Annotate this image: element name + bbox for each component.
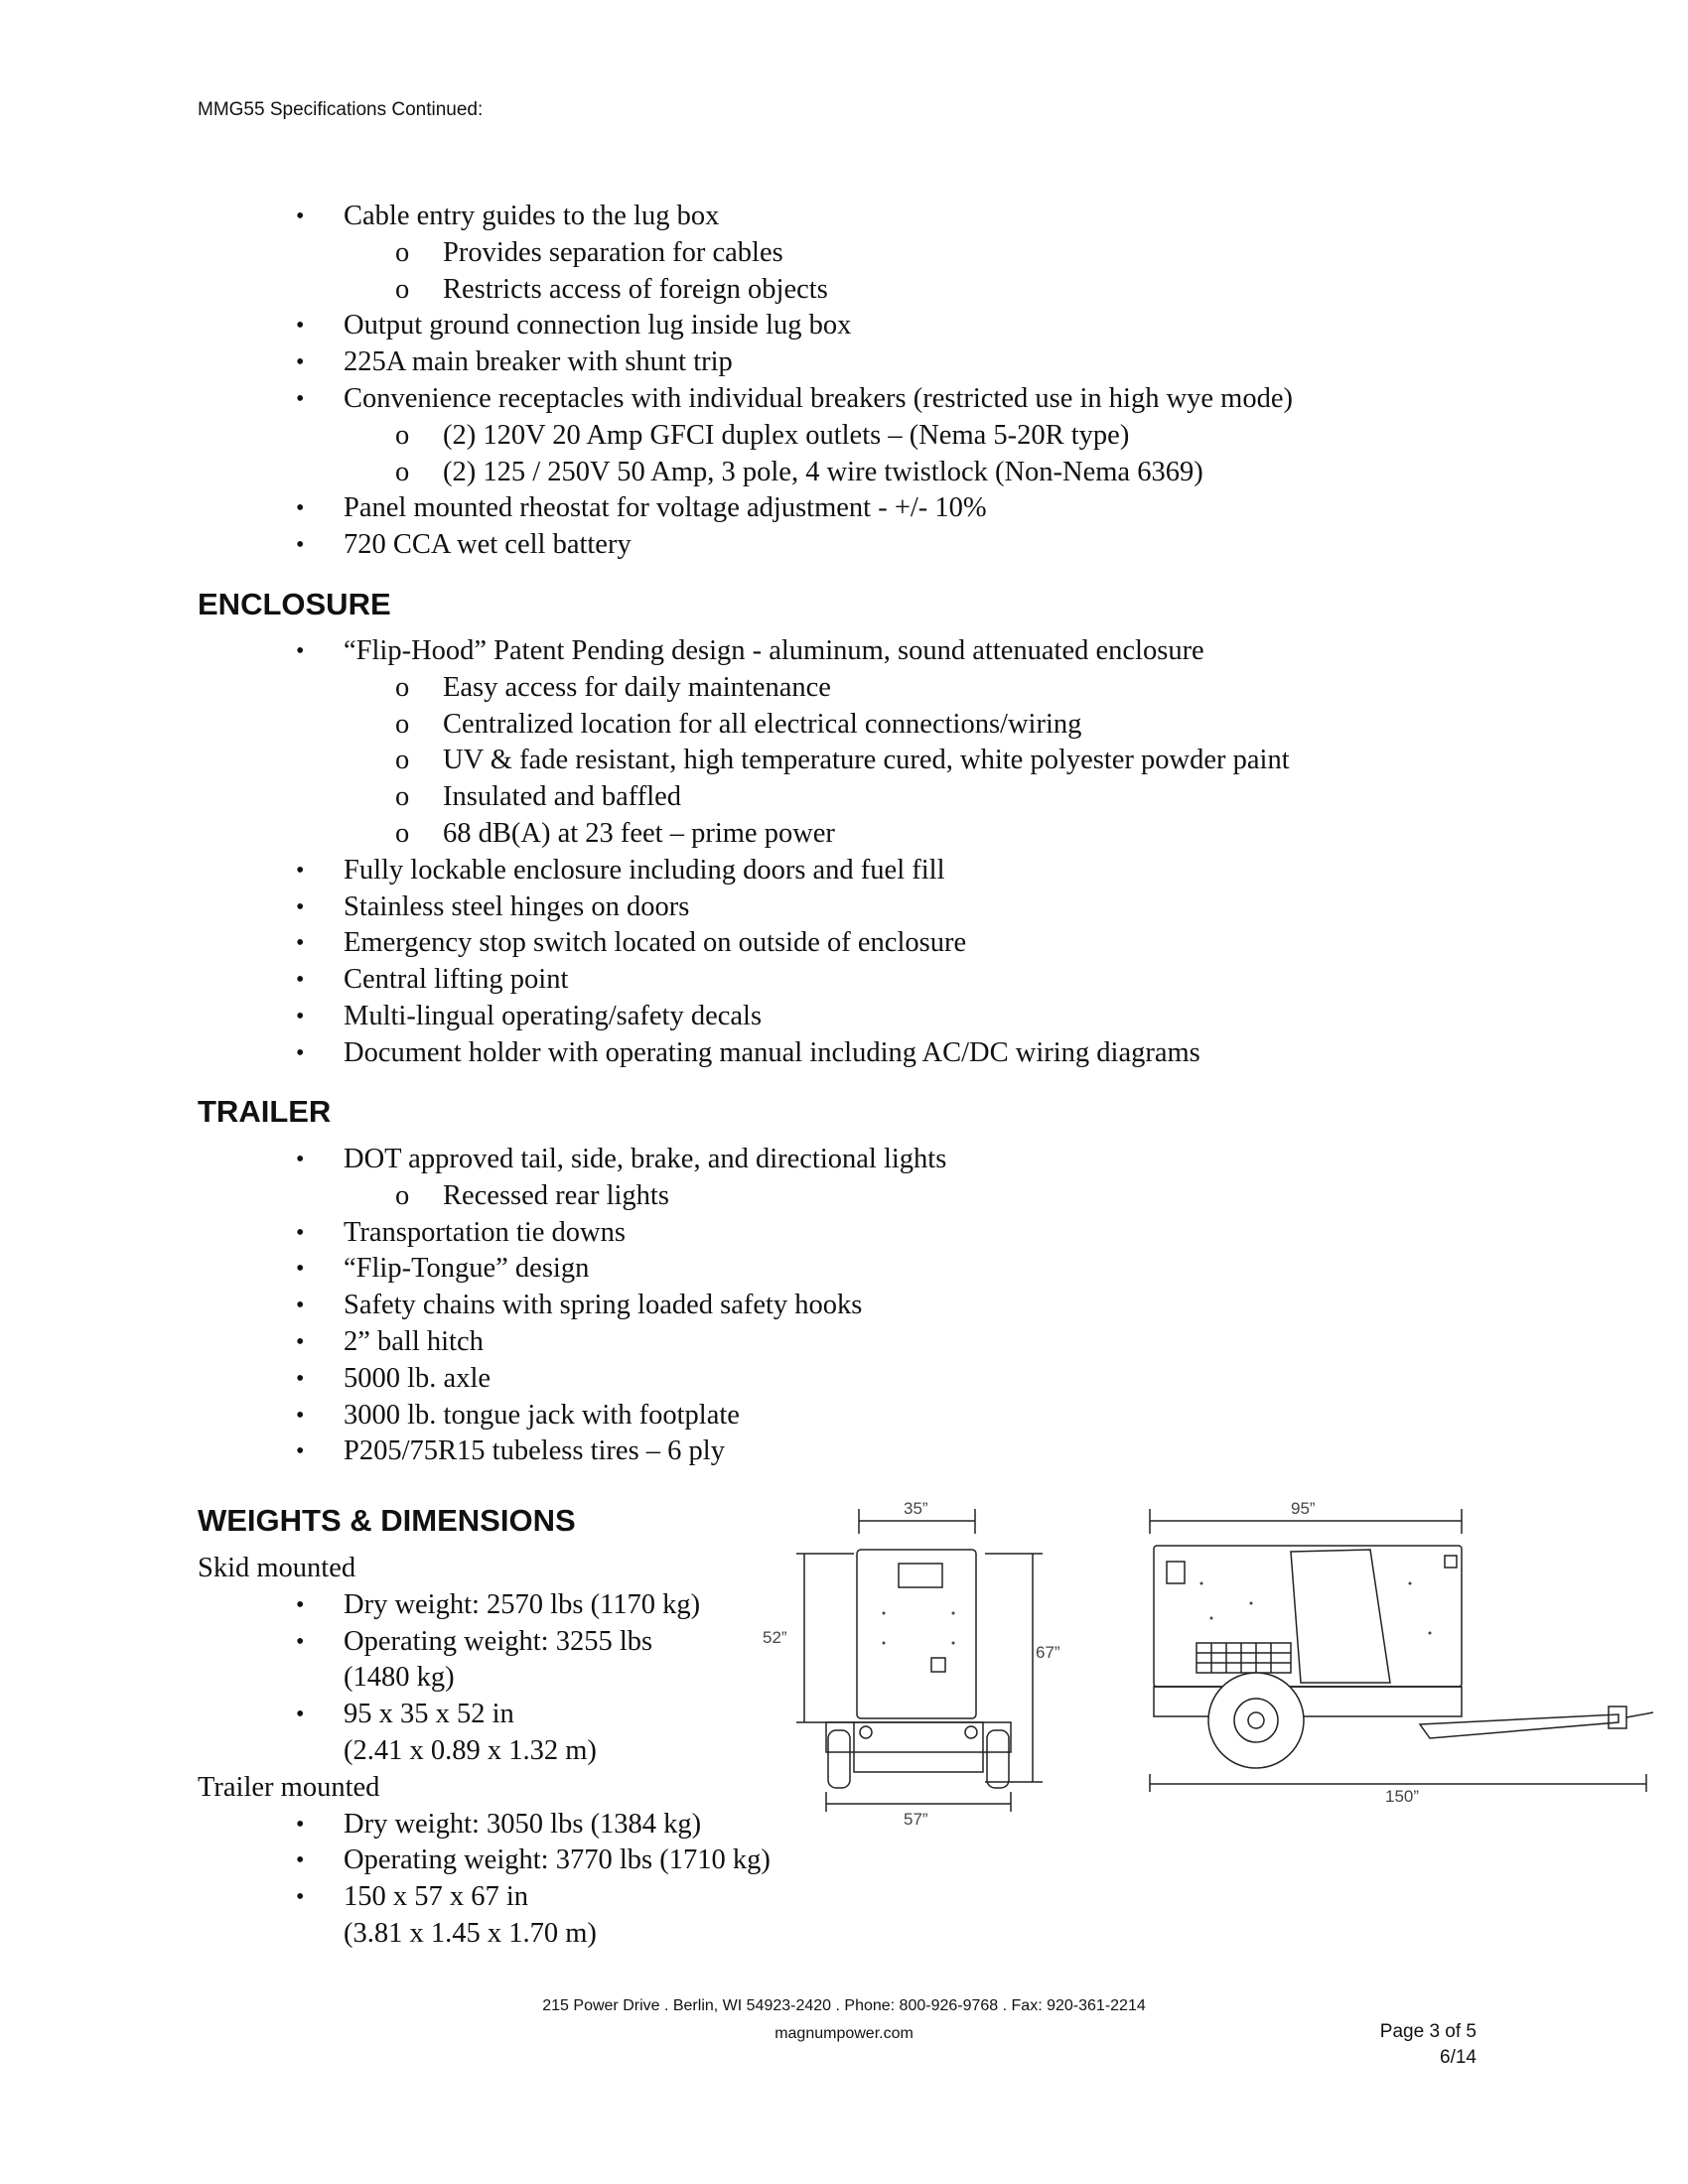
bullet-item	[198, 381, 1488, 418]
item-text: UV & fade resistant, high temperature cured, white polyester powder paint	[443, 745, 1290, 776]
item-text: Panel mounted rheostat for voltage adjustment - +/- 10%	[344, 492, 987, 524]
bullet-item	[198, 1624, 833, 1661]
item-text: Convenience receptacles with individual breakers (restricted use in high wye mode)	[344, 382, 1293, 414]
bullet-item	[198, 1807, 833, 1843]
item-text: Insulated and baffled	[443, 781, 682, 813]
bullet-item	[198, 490, 1488, 527]
bullet-item	[198, 199, 1488, 235]
bullet-item	[198, 1879, 833, 1916]
item-text: (1480 kg)	[344, 1662, 455, 1694]
bullet-item	[198, 889, 1488, 926]
front-height-right-label: 67”	[1036, 1643, 1060, 1662]
bullet-item	[198, 1843, 833, 1879]
item-text: (3.81 x 1.45 x 1.70 m)	[344, 1917, 597, 1949]
sub-bullet-item	[198, 707, 1488, 744]
bullet-item	[198, 1398, 1488, 1434]
bullet-item	[198, 962, 1488, 999]
sub-bullet-item	[198, 779, 1488, 816]
bullet-item	[198, 344, 1488, 381]
side-width-top-label: 95”	[1291, 1499, 1316, 1518]
bullet-item	[198, 1697, 833, 1733]
bullet-marker: •	[296, 1293, 305, 1319]
item-text: 150 x 57 x 67 in	[344, 1881, 529, 1913]
item-text: Safety chains with spring loaded safety hooks	[344, 1290, 863, 1321]
item-text: 95 x 35 x 52 in	[344, 1699, 514, 1730]
enclosure-heading: ENCLOSURE	[198, 587, 391, 621]
bullet-marker: •	[296, 1147, 305, 1172]
bullet-item	[198, 1733, 833, 1770]
sub-bullet-marker: o	[395, 781, 410, 813]
item-text: “Flip-Tongue” design	[344, 1253, 590, 1285]
sub-bullet-item	[198, 670, 1488, 707]
subsection-label	[198, 1551, 833, 1587]
trailer-feature-list	[198, 1142, 1488, 1470]
bullet-marker: •	[296, 1402, 305, 1429]
bullet-item	[198, 1916, 833, 1953]
bullet-item	[198, 999, 1488, 1035]
front-height-left-label: 52”	[763, 1628, 787, 1647]
item-text: Central lifting point	[344, 964, 569, 996]
bullet-marker: •	[296, 1702, 305, 1728]
item-text: 225A main breaker with shunt trip	[344, 346, 733, 378]
sub-bullet-item	[198, 272, 1488, 309]
bullet-item	[198, 1142, 1488, 1178]
item-text: Operating weight: 3255 lbs	[344, 1625, 653, 1657]
bullet-marker: •	[296, 893, 305, 920]
item-text: (2) 125 / 250V 50 Amp, 3 pole, 4 wire twistlock (Non-Nema 6369)	[443, 456, 1203, 487]
side-width-bottom-label: 150”	[1385, 1787, 1420, 1806]
item-text: 720 CCA wet cell battery	[344, 529, 632, 561]
sub-bullet-marker: o	[395, 671, 410, 703]
item-text: 5000 lb. axle	[344, 1362, 492, 1394]
sub-bullet-marker: o	[395, 1179, 410, 1211]
item-text: 2” ball hitch	[344, 1325, 484, 1357]
item-text: DOT approved tail, side, brake, and directional lights	[344, 1144, 947, 1174]
side-view-drawing	[1142, 1494, 1658, 1812]
bullet-item	[198, 1660, 833, 1697]
bullet-marker: •	[296, 967, 305, 994]
sub-bullet-item	[198, 235, 1488, 272]
continued-feature-list	[198, 199, 1488, 564]
item-text: Operating weight: 3770 lbs (1710 kg)	[344, 1844, 771, 1876]
sub-bullet-item	[198, 418, 1488, 455]
item-text: (2) 120V 20 Amp GFCI duplex outlets – (Nema 5-20R type)	[443, 419, 1130, 451]
bullet-item	[198, 1587, 833, 1624]
sub-bullet-marker: o	[395, 817, 410, 849]
footer-website[interactable]: magnumpower.com	[774, 2025, 914, 2042]
bullet-item	[198, 1035, 1488, 1072]
front-width-top-label: 35”	[904, 1499, 928, 1518]
item-text: Document holder with operating manual including AC/DC wiring diagrams	[344, 1036, 1200, 1068]
item-text: Skid mounted	[198, 1553, 356, 1583]
item-text: Dry weight: 3050 lbs (1384 kg)	[344, 1808, 702, 1840]
item-text: Recessed rear lights	[443, 1179, 669, 1211]
bullet-marker: •	[296, 349, 305, 376]
bullet-item	[198, 527, 1488, 564]
bullet-marker: •	[296, 1256, 305, 1283]
weights-dimensions-list	[198, 1551, 833, 1953]
bullet-marker: •	[296, 1219, 305, 1246]
bullet-item	[198, 853, 1488, 889]
item-text: “Flip-Hood” Patent Pending design - aluminum, sound attenuated enclosure	[344, 635, 1204, 666]
item-text: (2.41 x 0.89 x 1.32 m)	[344, 1734, 597, 1766]
item-text: Output ground connection lug inside lug box	[344, 310, 852, 341]
sub-bullet-marker: o	[395, 419, 410, 451]
item-text: Restricts access of foreign objects	[443, 273, 828, 305]
front-width-bottom-label: 57”	[904, 1810, 928, 1829]
bullet-marker: •	[296, 1847, 305, 1874]
bullet-marker: •	[296, 1003, 305, 1029]
sub-bullet-marker: o	[395, 273, 410, 305]
bullet-marker: •	[296, 638, 305, 664]
item-text: Provides separation for cables	[443, 236, 783, 268]
item-text: Fully lockable enclosure including doors and fuel fill	[344, 854, 945, 886]
sub-bullet-marker: o	[395, 745, 410, 776]
sub-bullet-item	[198, 743, 1488, 779]
bullet-marker: •	[296, 495, 305, 522]
bullet-item	[198, 1288, 1488, 1324]
page-number: Page 3 of 5	[1379, 2021, 1477, 2042]
bullet-marker: •	[296, 1628, 305, 1655]
sub-bullet-item	[198, 455, 1488, 491]
item-text: Cable entry guides to the lug box	[344, 201, 720, 231]
sub-bullet-item	[198, 1178, 1488, 1215]
bullet-marker: •	[296, 930, 305, 957]
item-text: Emergency stop switch located on outside of enclosure	[344, 927, 967, 959]
enclosure-feature-list	[198, 633, 1488, 1072]
front-view-drawing	[755, 1494, 1082, 1832]
bullet-marker: •	[296, 1328, 305, 1355]
trailer-heading: TRAILER	[198, 1094, 332, 1129]
sub-bullet-marker: o	[395, 456, 410, 487]
footer-address: 215 Power Drive . Berlin, WI 54923-2420 . Phone: 800-926-9768 . Fax: 920-361-2214	[542, 1997, 1146, 2014]
bullet-marker: •	[296, 1438, 305, 1465]
bullet-marker: •	[296, 204, 305, 229]
item-text: Trailer mounted	[198, 1771, 380, 1803]
item-text: 68 dB(A) at 23 feet – prime power	[443, 817, 835, 849]
bullet-marker: •	[296, 1591, 305, 1618]
sub-bullet-marker: o	[395, 236, 410, 268]
sub-bullet-marker: o	[395, 708, 410, 740]
bullet-item	[198, 308, 1488, 344]
bullet-marker: •	[296, 532, 305, 559]
item-text: Transportation tie downs	[344, 1216, 626, 1248]
bullet-marker: •	[296, 857, 305, 884]
weights-dimensions-heading: WEIGHTS & DIMENSIONS	[198, 1503, 576, 1538]
item-text: 3000 lb. tongue jack with footplate	[344, 1399, 740, 1431]
bullet-marker: •	[296, 1365, 305, 1392]
bullet-item	[198, 925, 1488, 962]
bullet-marker: •	[296, 1811, 305, 1838]
bullet-marker: •	[296, 385, 305, 412]
bullet-item	[198, 1251, 1488, 1288]
bullet-item	[198, 633, 1488, 670]
sub-bullet-item	[198, 816, 1488, 853]
bullet-item	[198, 1215, 1488, 1252]
item-text: Centralized location for all electrical connections/wiring	[443, 708, 1082, 740]
item-text: Multi-lingual operating/safety decals	[344, 1000, 763, 1031]
subsection-label	[198, 1770, 833, 1807]
bullet-marker: •	[296, 1884, 305, 1911]
bullet-marker: •	[296, 1039, 305, 1066]
bullet-marker: •	[296, 313, 305, 340]
revision-date: 6/14	[1440, 2047, 1477, 2068]
bullet-item	[198, 1324, 1488, 1361]
item-text: P205/75R15 tubeless tires – 6 ply	[344, 1435, 725, 1467]
item-text: Stainless steel hinges on doors	[344, 890, 690, 922]
item-text: Easy access for daily maintenance	[443, 671, 831, 703]
running-title: MMG55 Specifications Continued:	[198, 99, 484, 120]
item-text: Dry weight: 2570 lbs (1170 kg)	[344, 1588, 701, 1620]
bullet-item	[198, 1361, 1488, 1398]
bullet-item	[198, 1433, 1488, 1470]
